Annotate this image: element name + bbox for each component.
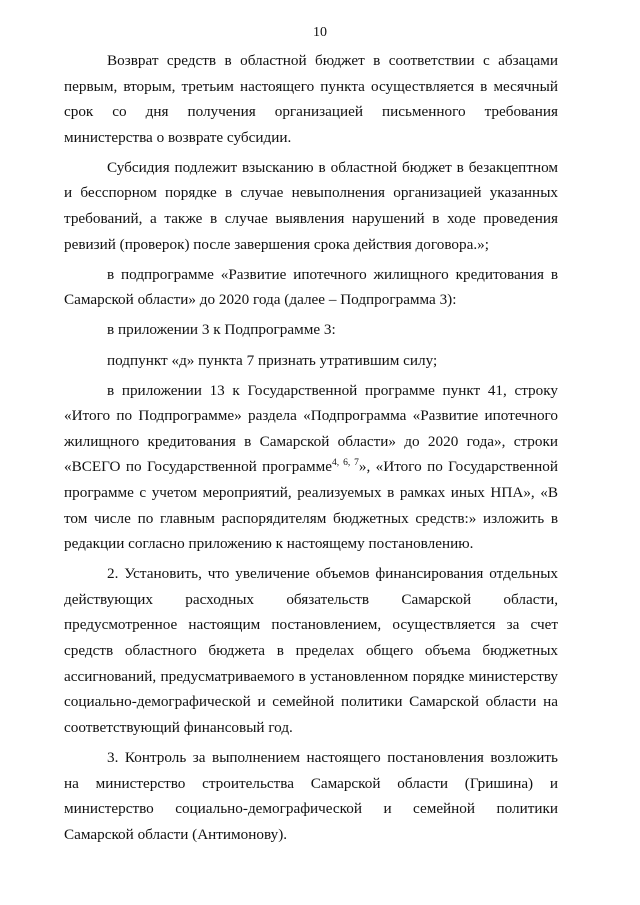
paragraph-clause-2: 2. Установить, что увеличение объемов финансирования отдельных действующих расходных обязательств Самарской области, предусмотренное настоящим постановлением, осуществляется за счет средств областного бюджета в пределах общего объема бюджетных ассигнований, предусматриваемого в установленном порядке министерству социально-демографической и семейной политики Самарской области на соответствующий финансовый год. bbox=[64, 565, 558, 736]
document-body bbox=[64, 48, 558, 847]
paragraph-appendix-13-text-a: в приложении 13 к Государственной программе пункт 41, строку «Итого по Подпрограмме» раздела «Подпрограмма «Развитие ипотечного жилищного кредитования в Самарской области» до 2020 года», строки «ВСЕГО по Государственной программе bbox=[64, 381, 558, 476]
paragraph-subclause-d: подпункт «д» пункта 7 признать утратившим силу; bbox=[107, 351, 438, 369]
paragraph-refund-terms: Возврат средств в областной бюджет в соответствии с абзацами первым, вторым, третьим настоящего пункта осуществляется в месячный срок со дня получения организацией письменного требования министерства о возврате субсидии. bbox=[64, 52, 558, 146]
paragraph-appendix-13 bbox=[64, 378, 558, 557]
paragraph-subprogram-3: в подпрограмме «Развитие ипотечного жилищного кредитования в Самарской области» до 2020 года (далее – Подпрограмма 3): bbox=[64, 265, 558, 309]
paragraph-subsidy-recovery: Субсидия подлежит взысканию в областной бюджет в безакцептном и бесспорном порядке в случае невыполнения организацией указанных требований, а также в случае выявления нарушений в ходе проведения ревизий (проверок) после завершения срока действия договора.»; bbox=[64, 158, 558, 253]
paragraph-clause-3: 3. Контроль за выполнением настоящего постановления возложить на министерство строительства Самарской области (Гришина) и министерство социально-демографической и семейной политики Самарской области (Антимонову). bbox=[64, 748, 558, 843]
paragraph-appendix-13-text-b: », «Итого по Государственной программе с учетом мероприятий, реализуемых в рамках иных НПА», «В том числе по главным распорядителям бюджетных средств:» изложить в редакции согласно приложению к настоящему постановлению. bbox=[64, 458, 559, 553]
page-number: 10 bbox=[313, 25, 327, 40]
footnote-superscript: 4, 6, 7 bbox=[332, 458, 359, 469]
paragraph-appendix-3: в приложении 3 к Подпрограмме 3: bbox=[107, 321, 336, 339]
